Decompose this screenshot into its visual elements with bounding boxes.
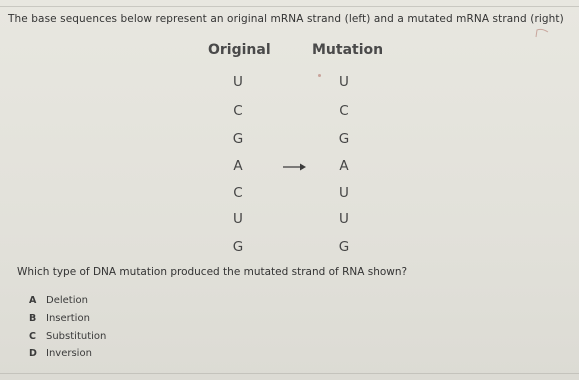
mutation-base-7: G [338,239,350,255]
mutation-column-heading: Mutation [312,42,384,58]
original-column-heading: Original [208,42,271,58]
mutation-base-2: C [339,103,349,119]
pen-dot-mark [318,74,321,77]
right-arrow-icon [282,161,308,173]
original-base-5: C [233,185,243,201]
mutation-base-6: U [339,211,349,227]
original-base-4: A [233,158,243,174]
mutation-base-1: U [339,74,349,90]
prompt-text: Which type of DNA mutation produced the mutated strand of RNA shown? [17,266,408,278]
bottom-divider [0,373,579,374]
choice-a-label: Deletion [46,295,88,306]
choice-b-letter: B [29,313,37,324]
choice-c-letter: C [29,331,36,342]
pen-stroke-mark [535,28,549,38]
original-base-2: C [233,103,243,119]
choice-b[interactable] [29,313,90,324]
original-base-3: G [232,131,244,147]
choice-a-letter: A [29,295,37,306]
choice-d-letter: D [29,348,37,359]
choice-c[interactable] [29,331,106,342]
choice-a[interactable] [29,295,88,306]
choice-c-label: Substitution [46,331,107,342]
mutation-base-5: U [339,185,349,201]
question-text: The base sequences below represent an original mRNA strand (left) and a mutated mRNA strand (right) [8,13,564,25]
original-base-1: U [233,74,243,90]
choice-d-label: Inversion [46,348,92,359]
mutation-base-4: A [339,158,349,174]
choice-b-label: Insertion [46,313,90,324]
top-divider [0,6,579,7]
original-base-6: U [233,211,243,227]
mutation-base-3: G [338,131,350,147]
original-base-7: G [232,239,244,255]
choice-d[interactable] [29,348,92,359]
